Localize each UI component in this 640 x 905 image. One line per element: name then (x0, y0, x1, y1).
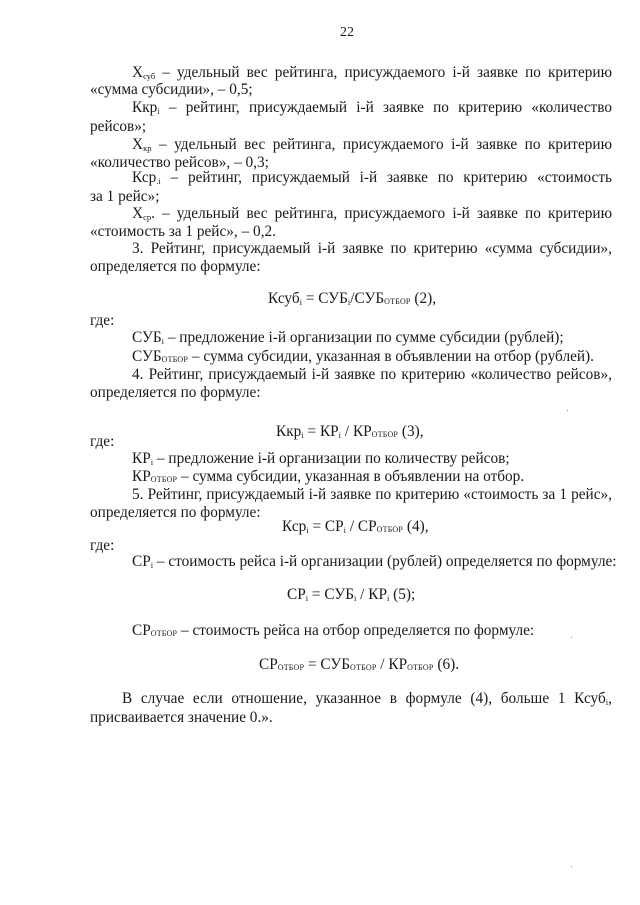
text-line: присваивается значение 0.». (90, 709, 273, 726)
text-line: за 1 рейс»; (90, 188, 160, 205)
text-line: В случае если отношение, указанное в формуле (4), больше 1 Ксуб$_i$, (122, 690, 612, 707)
definition-line: $СУБ_i$ – предложение i-й организации по сумме субсидии (рублей); (132, 329, 564, 346)
text-line: рейсов»; (90, 118, 147, 135)
formula-5: $СР_i = СУБ_i / КР_i$ (5); (287, 586, 416, 603)
definition-line: КРОТБОР – сумма субсидии, указанная в объявлении на отбор. (132, 468, 525, 485)
text-line: «количество рейсов», – 0,3; (90, 154, 269, 171)
where-label: где: (90, 433, 115, 450)
text-line: 3. Рейтинг, присуждаемый i-й заявке по критерию «сумма субсидии», (132, 240, 612, 257)
text-line: 5. Рейтинг, присуждаемый i-й заявке по критерию «стоимость за 1 рейс», (132, 486, 612, 503)
text-line: 4. Рейтинг, присуждаемый i-й заявке по критерию «количество рейсов», (132, 366, 612, 383)
text-line: определяется по формуле: (90, 384, 261, 401)
scan-speck (571, 637, 572, 638)
where-label: где: (90, 537, 115, 554)
scan-speck (567, 410, 568, 411)
text-line: $Х_{кр}$ – удельный вес рейтинга, присуждаемого i-й заявке по критерию (132, 136, 612, 153)
text-line: $Х_{ср}$. – удельный вес рейтинга, присуждаемого i-й заявке по критерию (132, 205, 612, 222)
text-line: определяется по формуле: (90, 504, 261, 521)
text-line: определяется по формуле: (90, 258, 261, 275)
formula-3: $Ккр_i = КР_i$ / КРОТБОР (3), (276, 423, 424, 440)
text-line: «сумма субсидии», – 0,5; (90, 81, 253, 98)
definition-line: $КР_i$ – предложение i-й организации по количеству рейсов; (132, 450, 510, 467)
definition-line: СУБОТБОР – сумма субсидии, указанная в объявлении на отбор (рублей). (132, 348, 594, 365)
formula-2: Ксуб$_i$ = $СУБ_i$/СУБОТБОР (2), (268, 290, 437, 307)
formula-4: $Кср_i = СР_i$ / СРОТБОР (4), (282, 518, 429, 535)
text-line: Ккр$_i$ – рейтинг, присуждаемый i-й заявке по критерию «количество (132, 99, 612, 116)
text-line: $Х_{суб}$ – удельный вес рейтинга, присуждаемого i-й заявке по критерию (132, 64, 612, 81)
where-label: где: (90, 312, 115, 329)
formula-6: СРОТБОР = СУБОТБОР / КРОТБОР (6). (259, 656, 460, 673)
text-line: «стоимость за 1 рейс», – 0,2. (90, 223, 276, 240)
definition-line: СРОТБОР – стоимость рейса на отбор определяется по формуле: (132, 622, 535, 639)
page-number: 22 (340, 25, 354, 40)
text-line: Кср$_{.i}$ – рейтинг, присуждаемый i-й заявке по критерию «стоимость (132, 169, 612, 186)
definition-line: $СР_i$ – стоимость рейса i-й организации (рублей) определяется по формуле: (132, 553, 617, 570)
scan-speck (571, 866, 572, 867)
